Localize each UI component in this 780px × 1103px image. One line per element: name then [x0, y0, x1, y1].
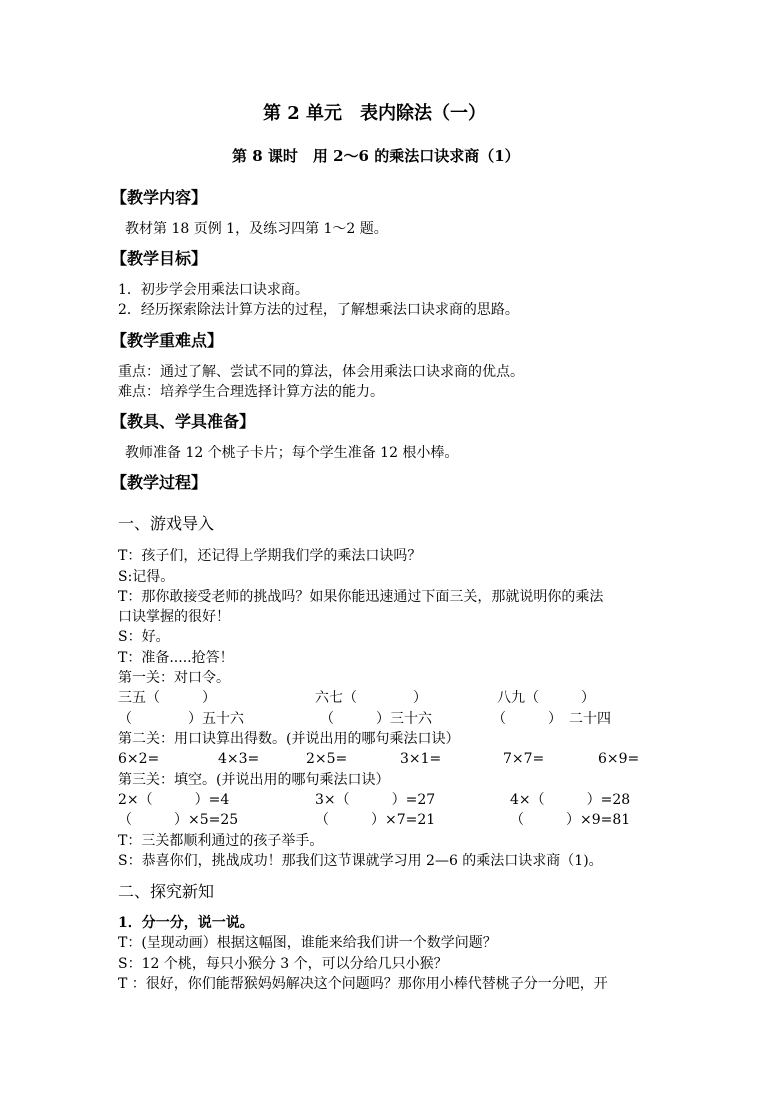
level3-title: 第三关：填空。(并说出用的哪句乘法口诀）: [118, 772, 390, 788]
level2-item: 7×7=: [503, 751, 545, 767]
level2-item: 6×2=: [118, 751, 160, 767]
goal-item-2: 2．经历探索除法计算方法的过程，了解想乘法口诀求商的思路。: [118, 302, 519, 318]
level3-item: 3×（ ）=27: [315, 792, 436, 808]
dialog-line: T：那你敢接受老师的挑战吗？如果你能迅速通过下面三关，那就说明你的乘法: [118, 589, 604, 605]
part2-subheading: 1．分一分，说一说。: [118, 915, 254, 931]
level1-item: （ ）三十六: [320, 711, 432, 727]
level3-item: （ ）×7=21: [315, 812, 436, 828]
level2-item: 6×9=: [598, 751, 640, 767]
dialog-line: S：恭喜你们，挑战成功！那我们这节课就学习用 2—6 的乘法口诀求商（1)。: [118, 853, 603, 869]
dialog-line: 口诀掌握的很好！: [118, 609, 230, 625]
level1-item: 六七（ ）: [315, 690, 427, 706]
content-text: 教材第 18 页例 1，及练习四第 1～2 题。: [125, 221, 388, 237]
keypoint-key: 重点：通过了解、尝试不同的算法，体会用乘法口诀求商的优点。: [118, 364, 524, 380]
level3-item: 4×（ ）=28: [510, 792, 631, 808]
level1-item: 八九（ ）: [497, 690, 595, 706]
heading-process: 【教学过程】: [111, 473, 208, 492]
heading-keypoints: 【教学重难点】: [111, 331, 224, 350]
part1-title: 一、游戏导入: [118, 514, 215, 533]
prep-text: 教师准备 12 个桃子卡片；每个学生准备 12 根小棒。: [125, 445, 459, 461]
heading-prep: 【教具、学具准备】: [111, 412, 256, 431]
heading-goals: 【教学目标】: [111, 249, 208, 268]
dialog-line: S：12 个桃，每只小猴分 3 个，可以分给几只小猴？: [118, 956, 448, 972]
heading-content: 【教学内容】: [111, 188, 208, 207]
dialog-line: S:记得。: [118, 569, 175, 585]
level3-item: （ ）×9=81: [510, 812, 631, 828]
level3-item: （ ）×5=25: [118, 812, 239, 828]
goal-item-1: 1．初步学会用乘法口诀求商。: [118, 282, 309, 298]
level2-item: 4×3=: [218, 751, 260, 767]
dialog-line: S：好。: [118, 629, 170, 645]
dialog-line: T：三关都顺利通过的孩子举手。: [118, 833, 324, 849]
dialog-line: T：准备.....抢答！: [118, 650, 234, 666]
dialog-line: T：(呈现动画）根据这幅图，谁能来给我们讲一个数学问题？: [118, 935, 497, 951]
level3-item: 2×（ ）=4: [118, 792, 230, 808]
level1-item: 三五（ ）: [118, 690, 216, 706]
dialog-line: T ：很好，你们能帮猴妈妈解决这个问题吗？那你用小棒代替桃子分一分吧，开: [118, 976, 608, 992]
lesson-title: 第 8 课时 用 2～6 的乘法口诀求商（1）: [232, 147, 520, 165]
level2-item: 3×1=: [400, 751, 442, 767]
dialog-line: 第一关：对口令。: [118, 670, 230, 686]
page-title: 第 2 单元 表内除法（一）: [263, 103, 487, 124]
keypoint-difficult: 难点：培养学生合理选择计算方法的能力。: [118, 384, 384, 400]
level1-item: （ ）五十六: [118, 711, 244, 727]
level2-title: 第二关：用口诀算出得数。(并说出用的哪句乘法口诀）: [118, 731, 460, 747]
part2-title: 二、探究新知: [118, 882, 215, 901]
level2-item: 2×5=: [306, 751, 348, 767]
dialog-line: T：孩子们，还记得上学期我们学的乘法口诀吗？: [118, 548, 422, 564]
level1-item: （ ） 二十四: [492, 711, 611, 727]
